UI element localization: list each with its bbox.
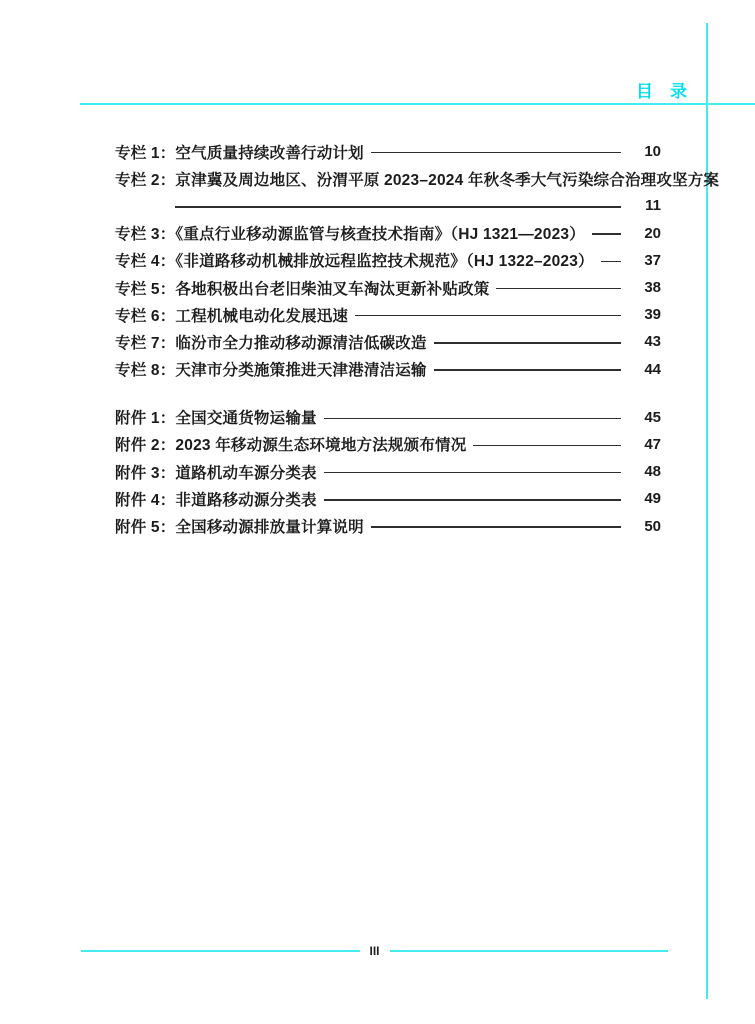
toc-entry[interactable] xyxy=(115,138,661,165)
toc-page-number: 47 xyxy=(644,435,661,453)
toc-entry-label: 专栏 7：临汾市全力推动移动源清洁低碳改造 xyxy=(115,334,427,352)
toc-leader-line xyxy=(355,315,621,317)
toc-entry[interactable] xyxy=(115,274,661,301)
toc-page-number: 48 xyxy=(644,463,661,481)
toc-leader-line xyxy=(601,261,621,263)
toc-entry-label: 附件 4：非道路移动源分类表 xyxy=(115,491,317,509)
toc-entry-label: 专栏 8：天津市分类施策推进天津港清洁运输 xyxy=(115,362,427,380)
toc-entry[interactable] xyxy=(115,356,661,383)
toc-entry-label: 附件 5：全国移动源排放量计算说明 xyxy=(115,519,364,537)
toc-entry[interactable] xyxy=(115,247,661,274)
toc-leader-line xyxy=(434,342,621,344)
toc-page-number: 49 xyxy=(644,490,661,508)
toc-entry-label: 专栏 1：空气质量持续改善行动计划 xyxy=(115,144,364,162)
toc-page-number: 50 xyxy=(644,517,661,535)
toc-entry-label: 附件 3：道路机动车源分类表 xyxy=(115,464,317,482)
page-title: 目 录 xyxy=(636,82,687,101)
toc-page-number: 11 xyxy=(645,197,661,215)
toc-leader-line xyxy=(371,152,621,154)
toc-entry-continuation[interactable] xyxy=(115,192,661,219)
toc-entry-label: 专栏 5：各地积极出台老旧柴油叉车淘汰更新补贴政策 xyxy=(115,280,490,298)
toc-leader-line xyxy=(324,472,621,474)
toc-entry[interactable] xyxy=(115,485,661,512)
footer-rule-left xyxy=(81,950,360,952)
toc-entry-label: 专栏 3：《重点行业移动源监管与核查技术指南》（HJ 1321—2023） xyxy=(115,226,585,244)
toc-leader-line xyxy=(496,288,621,290)
toc-group-annexes xyxy=(115,404,661,540)
toc-page-number: 39 xyxy=(644,306,661,324)
toc-entry-label: 专栏 2：京津冀及周边地区、汾渭平原 2023–2024 年秋冬季大气污染综合治理攻坚方案 xyxy=(115,171,720,189)
toc-leader-line xyxy=(434,369,621,371)
toc-page-number: 45 xyxy=(644,408,661,426)
toc-entry[interactable] xyxy=(115,165,720,192)
toc-entry-label: 附件 2：2023 年移动源生态环境地方法规颁布情况 xyxy=(115,437,467,455)
toc-page-number: 38 xyxy=(644,279,661,297)
toc-entry[interactable] xyxy=(115,458,661,485)
toc-entry[interactable] xyxy=(115,328,661,355)
toc-leader-line xyxy=(324,418,621,420)
toc-page-number: 43 xyxy=(644,333,661,351)
toc-entry[interactable] xyxy=(115,301,661,328)
toc-page-number: 44 xyxy=(644,360,661,378)
toc-entry-label: 专栏 6：工程机械电动化发展迅速 xyxy=(115,307,349,325)
toc-leader-line xyxy=(592,233,621,235)
page-footer xyxy=(81,944,668,958)
toc-entry-label: 附件 1：全国交通货物运输量 xyxy=(115,410,317,428)
toc-entry[interactable] xyxy=(115,404,661,431)
toc-entry-label: 专栏 4：《非道路移动机械排放远程监控技术规范》（HJ 1322–2023） xyxy=(115,253,594,271)
header-rule-line xyxy=(80,103,755,105)
toc-list xyxy=(115,138,720,540)
footer-page-number: III xyxy=(369,944,380,958)
toc-entry[interactable] xyxy=(115,431,661,458)
toc-page-number: 20 xyxy=(644,224,661,242)
toc-leader-line xyxy=(473,445,621,447)
toc-page-number: 37 xyxy=(644,251,661,269)
toc-entry[interactable] xyxy=(115,512,661,539)
footer-rule-right xyxy=(390,950,669,952)
toc-leader-line xyxy=(324,499,621,501)
toc-group-columns xyxy=(115,138,720,383)
toc-entry[interactable] xyxy=(115,220,661,247)
toc-leader-line xyxy=(371,526,621,528)
toc-leader-line xyxy=(175,206,621,208)
toc-page-number: 10 xyxy=(644,143,661,161)
